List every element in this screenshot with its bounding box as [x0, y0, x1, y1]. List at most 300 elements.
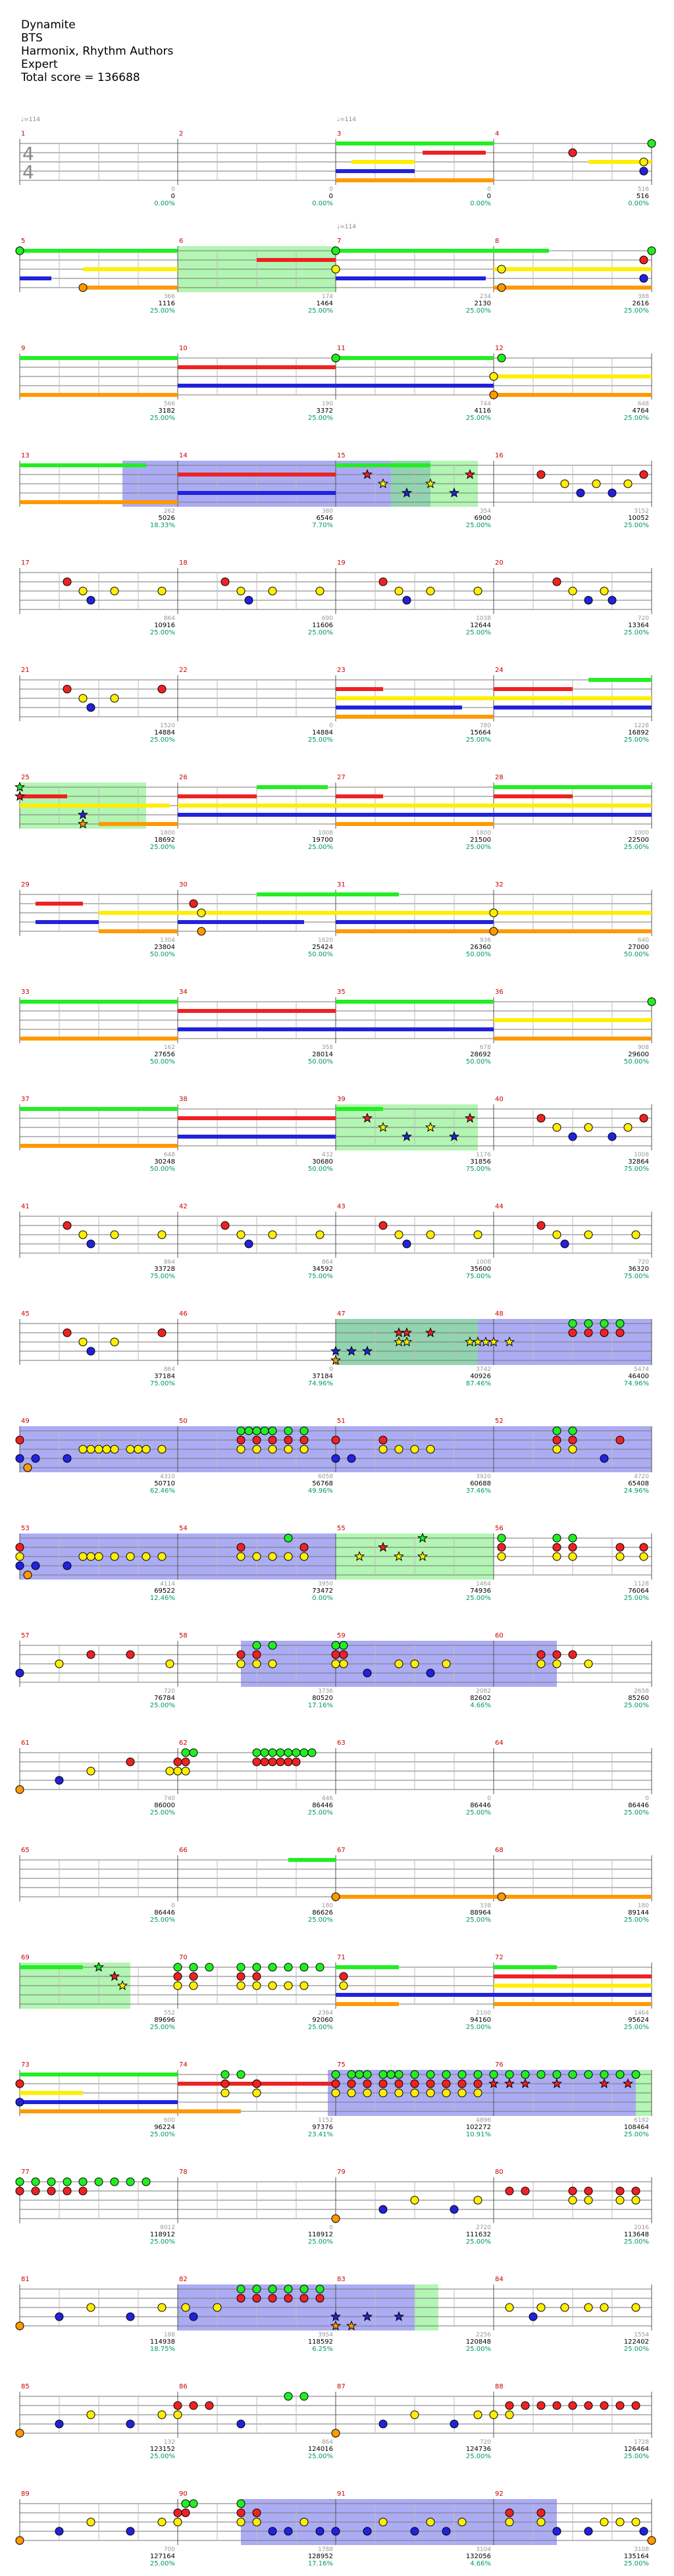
- note-yellow: [87, 2304, 95, 2311]
- note-green: [126, 2178, 134, 2186]
- measure-tick-score: 1800: [476, 830, 491, 837]
- note-red: [569, 2402, 577, 2409]
- measure-score: 126464: [623, 2446, 649, 2453]
- note-green: [340, 1641, 348, 1649]
- sustain-red: [494, 794, 573, 798]
- note-yellow: [95, 1553, 103, 1560]
- note-green: [308, 1749, 316, 1757]
- measure-score: 28692: [470, 1051, 491, 1058]
- note-yellow: [506, 2411, 513, 2419]
- measure-percent: 4.66%: [470, 2560, 491, 2567]
- note-blue: [584, 2527, 592, 2535]
- measure-tick-score: 8012: [160, 2225, 175, 2231]
- note-green: [205, 1963, 213, 1971]
- note-red: [253, 2080, 261, 2088]
- note-yellow: [640, 1553, 648, 1560]
- measure-tick-score: 1464: [634, 2010, 649, 2017]
- measure-tick-score: 3152: [634, 508, 649, 515]
- note-red: [190, 1972, 197, 1980]
- measure-tick-score: 864: [321, 2439, 333, 2446]
- note-red: [182, 2509, 190, 2517]
- measure-tick-score: 358: [321, 1044, 333, 1051]
- note-yellow: [474, 2411, 482, 2419]
- measure-percent: 75.00%: [307, 1273, 333, 1280]
- measure-percent: 75.00%: [465, 1166, 491, 1173]
- note-yellow: [340, 1660, 348, 1668]
- measure-percent: 25.00%: [465, 2453, 491, 2460]
- note-red: [284, 2294, 292, 2302]
- sustain-orange: [99, 929, 178, 933]
- note-yellow: [237, 1553, 245, 1560]
- measure-number: 32: [495, 881, 504, 889]
- note-yellow: [584, 2304, 592, 2311]
- note-yellow: [237, 587, 245, 595]
- measure-number: 23: [337, 667, 346, 674]
- measure-percent: 25.00%: [465, 1595, 491, 1602]
- note-blue: [608, 489, 616, 497]
- measure-percent: 25.00%: [623, 2346, 649, 2353]
- measure-tick-score: 3736: [318, 1688, 333, 1695]
- note-yellow: [537, 2518, 545, 2526]
- sustain-blue: [336, 169, 415, 173]
- note-red: [16, 2080, 24, 2088]
- note-red: [616, 1436, 624, 1444]
- measure-number: 68: [495, 1847, 504, 1854]
- sustain-orange: [494, 1895, 652, 1899]
- note-yellow: [569, 587, 577, 595]
- note-blue: [561, 1240, 569, 1248]
- note-red: [253, 2294, 261, 2302]
- measure-percent: 25.00%: [623, 1595, 649, 1602]
- measure-score: 124736: [465, 2446, 491, 2453]
- note-orange: [79, 284, 87, 292]
- note-blue: [348, 1455, 355, 1462]
- measure-percent: 25.00%: [149, 1809, 175, 1816]
- note-green: [63, 2178, 71, 2186]
- measure-score: 19700: [312, 837, 333, 844]
- sustain-blue: [178, 920, 304, 924]
- note-yellow: [269, 1660, 276, 1668]
- measure-score: 27000: [628, 944, 649, 951]
- note-blue: [427, 1669, 434, 1677]
- note-yellow: [79, 694, 87, 702]
- measure-number: 62: [179, 1739, 188, 1747]
- measure-score: 37184: [154, 1373, 175, 1380]
- note-green: [474, 2071, 482, 2078]
- note-green: [332, 247, 340, 255]
- note-orange: [16, 2322, 24, 2330]
- measure-number: 14: [179, 452, 188, 459]
- note-blue: [87, 1240, 95, 1248]
- note-green: [237, 2071, 245, 2078]
- sustain-blue: [494, 1993, 652, 1997]
- measure-tick-score: 366: [163, 294, 175, 300]
- measure-number: 38: [179, 1096, 188, 1103]
- sustain-green: [336, 892, 399, 896]
- measure-number: 39: [337, 1096, 346, 1103]
- measure-percent: 25.00%: [465, 844, 491, 851]
- measure-number: 69: [21, 1954, 30, 1961]
- measure-number: 25: [21, 774, 30, 781]
- note-red: [63, 1222, 71, 1229]
- measure-tick-score: 188: [163, 2332, 175, 2338]
- measure-score: 16892: [628, 729, 649, 736]
- note-green: [284, 1534, 292, 1542]
- note-red: [253, 1758, 261, 1766]
- measure-score: 13364: [628, 622, 649, 629]
- sustain-green: [588, 678, 652, 682]
- sustain-red: [178, 794, 257, 798]
- note-blue: [569, 1133, 577, 1141]
- measure-number: 43: [337, 1203, 346, 1210]
- measure-score: 6900: [474, 515, 491, 522]
- note-red: [521, 2187, 529, 2195]
- note-green: [16, 2178, 24, 2186]
- note-green: [284, 1427, 292, 1435]
- sustain-orange: [20, 393, 178, 397]
- measure-percent: 25.00%: [465, 1809, 491, 1816]
- measure-tick-score: 1038: [476, 615, 491, 622]
- measure-tick-score: 0: [487, 186, 491, 193]
- measure-score: 94160: [470, 2017, 491, 2024]
- measure-score: 1464: [316, 300, 333, 307]
- note-yellow: [79, 1445, 87, 1453]
- note-green: [569, 1427, 577, 1435]
- sustain-blue: [494, 813, 652, 817]
- measure-percent: 25.00%: [623, 736, 649, 744]
- measure-tick-score: 0: [329, 1366, 333, 1373]
- note-red: [569, 2187, 577, 2195]
- sustain-green: [336, 1000, 494, 1004]
- sustain-blue: [178, 384, 336, 388]
- note-blue: [126, 2420, 134, 2428]
- measure-percent: 25.00%: [465, 415, 491, 422]
- measure-tick-score: 0: [487, 1795, 491, 1802]
- measure-percent: 50.00%: [307, 1166, 333, 1173]
- measure-number: 56: [495, 1525, 504, 1532]
- measure-percent: 25.00%: [149, 307, 175, 315]
- note-blue: [237, 2420, 245, 2428]
- measure-tick-score: 338: [479, 1903, 491, 1909]
- measure-score: 40926: [470, 1373, 491, 1380]
- note-yellow: [395, 587, 403, 595]
- note-red: [174, 2402, 182, 2409]
- note-red: [174, 1972, 182, 1980]
- measure-number: 84: [495, 2276, 504, 2283]
- note-red: [300, 2294, 308, 2302]
- note-red: [640, 1114, 648, 1122]
- measure-score: 2130: [474, 300, 491, 307]
- measure-percent: 25.00%: [623, 307, 649, 315]
- measure-tick-score: 2256: [476, 2332, 491, 2338]
- note-yellow: [474, 587, 482, 595]
- sustain-orange: [83, 286, 178, 290]
- measure-number: 6: [179, 238, 184, 245]
- note-yellow: [111, 587, 118, 595]
- measure-tick-score: 4896: [476, 2117, 491, 2124]
- measure-tick-score: 1128: [634, 1581, 649, 1587]
- note-green: [79, 2178, 87, 2186]
- measure-tick-score: 700: [163, 2546, 175, 2553]
- note-yellow: [348, 2089, 355, 2097]
- note-yellow: [284, 1553, 292, 1560]
- measure-percent: 25.00%: [149, 736, 175, 744]
- sustain-orange: [336, 929, 494, 933]
- measure-number: 63: [337, 1739, 346, 1747]
- note-red: [600, 1329, 608, 1337]
- sustain-orange: [336, 1895, 494, 1899]
- note-yellow: [632, 2518, 640, 2526]
- measure-number: 75: [337, 2061, 346, 2069]
- sustain-green: [20, 356, 178, 360]
- song-total-score: Total score = 136688: [21, 71, 140, 84]
- measure-percent: 25.00%: [465, 2024, 491, 2031]
- note-green: [553, 2071, 561, 2078]
- sustain-orange: [494, 1037, 652, 1041]
- measure-score: 86000: [154, 1802, 175, 1809]
- note-green: [553, 1427, 561, 1435]
- note-red: [506, 2187, 513, 2195]
- measure-score: 30680: [312, 1158, 333, 1166]
- note-red: [292, 1758, 300, 1766]
- sustain-green: [336, 142, 494, 145]
- measure-tick-score: 864: [163, 1259, 175, 1266]
- measure-score: 3182: [158, 407, 175, 415]
- note-yellow: [569, 1553, 577, 1560]
- sustain-orange: [20, 1037, 178, 1041]
- measure-percent: 7.70%: [312, 522, 333, 529]
- measure-score: 36320: [628, 1266, 649, 1273]
- note-blue: [16, 1669, 24, 1677]
- note-yellow: [213, 2304, 221, 2311]
- measure-tick-score: 234: [479, 294, 491, 300]
- measure-percent: 24.96%: [623, 1487, 649, 1495]
- measure-tick-score: 354: [479, 508, 491, 515]
- note-yellow: [253, 1982, 261, 1990]
- measure-number: 88: [495, 2383, 504, 2390]
- note-orange: [648, 2537, 656, 2544]
- sustain-red: [336, 687, 383, 691]
- measure-score: 92060: [312, 2017, 333, 2024]
- note-blue: [87, 596, 95, 604]
- measure-score: 1116: [158, 300, 175, 307]
- note-yellow: [616, 2518, 624, 2526]
- measure-score: 123152: [149, 2446, 175, 2453]
- note-yellow: [158, 2411, 166, 2419]
- measure-percent: 50.00%: [149, 1166, 175, 1173]
- measure-tick-score: 6192: [634, 2117, 649, 2124]
- measure-score: 14884: [154, 729, 175, 736]
- note-red: [182, 1758, 190, 1766]
- sustain-yellow: [351, 160, 415, 164]
- measure-tick-score: 600: [163, 2117, 175, 2124]
- measure-number: 46: [179, 1310, 188, 1318]
- measure-score: 32864: [628, 1158, 649, 1166]
- note-yellow: [553, 1553, 561, 1560]
- sustain-blue: [336, 1027, 494, 1031]
- note-blue: [640, 167, 648, 175]
- note-yellow: [55, 1660, 63, 1668]
- note-red: [427, 2080, 434, 2088]
- note-red: [569, 1329, 577, 1337]
- note-red: [537, 2509, 545, 2517]
- sustain-green: [20, 249, 178, 253]
- sustain-green: [20, 2073, 178, 2076]
- note-yellow: [111, 1338, 118, 1346]
- measure-tick-score: 3954: [318, 2332, 333, 2338]
- note-red: [640, 1543, 648, 1551]
- sustain-yellow: [494, 1018, 652, 1022]
- note-yellow: [600, 2304, 608, 2311]
- note-yellow: [269, 1553, 276, 1560]
- measure-number: 51: [337, 1418, 346, 1425]
- note-blue: [553, 2527, 561, 2535]
- note-blue: [16, 2098, 24, 2106]
- note-yellow: [300, 1982, 308, 1990]
- measure-score: 113648: [623, 2231, 649, 2238]
- note-red: [269, 1758, 276, 1766]
- note-red: [506, 2509, 513, 2517]
- note-red: [63, 2187, 71, 2195]
- note-red: [616, 2187, 624, 2195]
- measure-percent: 25.00%: [307, 844, 333, 851]
- note-green: [537, 2071, 545, 2078]
- note-red: [253, 1436, 261, 1444]
- note-yellow: [632, 2196, 640, 2204]
- note-blue: [126, 2313, 134, 2321]
- measure-tick-score: 1800: [160, 830, 175, 837]
- note-yellow: [126, 1445, 134, 1453]
- sustain-orange: [20, 1144, 178, 1148]
- note-blue: [403, 1240, 411, 1248]
- measure-number: 85: [21, 2383, 30, 2390]
- note-green: [269, 1749, 276, 1757]
- measure-tick-score: 3108: [634, 2546, 649, 2553]
- measure-score: 37184: [312, 1373, 333, 1380]
- measure-percent: 25.00%: [307, 2024, 333, 2031]
- note-red: [63, 578, 71, 586]
- note-green: [395, 2071, 403, 2078]
- measure-tick-score: 446: [321, 1795, 333, 1802]
- note-yellow: [166, 1660, 174, 1668]
- note-red: [395, 2080, 403, 2088]
- sustain-blue: [20, 276, 51, 280]
- note-red: [616, 1329, 624, 1337]
- measure-score: 22500: [628, 837, 649, 844]
- measure-percent: 75.00%: [465, 1273, 491, 1280]
- measure-percent: 25.00%: [149, 2131, 175, 2138]
- measure-score: 114938: [149, 2338, 175, 2346]
- note-blue: [190, 2313, 197, 2321]
- measure-percent: 75.00%: [623, 1273, 649, 1280]
- sustain-yellow: [336, 911, 494, 915]
- measure-number: 26: [179, 774, 188, 781]
- note-yellow: [624, 1123, 632, 1131]
- measure-number: 16: [495, 452, 504, 459]
- sustain-red: [178, 1009, 336, 1013]
- measure-percent: 50.00%: [307, 1058, 333, 1066]
- measure-tick-score: 1464: [476, 1581, 491, 1587]
- note-blue: [600, 1455, 608, 1462]
- note-green: [458, 2071, 466, 2078]
- note-yellow: [182, 2304, 190, 2311]
- note-red: [253, 2509, 261, 2517]
- note-green: [253, 1641, 261, 1649]
- sustain-yellow: [494, 267, 652, 271]
- note-blue: [529, 2313, 537, 2321]
- measure-score: 86626: [312, 1909, 333, 1917]
- measure-number: 76: [495, 2061, 504, 2069]
- measure-score: 4764: [632, 407, 649, 415]
- measure-percent: 74.96%: [307, 1380, 333, 1387]
- measure-percent: 62.46%: [149, 1487, 175, 1495]
- measure-tick-score: 552: [163, 2010, 175, 2017]
- note-green: [284, 2392, 292, 2400]
- note-red: [237, 2294, 245, 2302]
- sustain-green: [336, 356, 494, 360]
- note-yellow: [253, 2089, 261, 2097]
- measure-tick-score: 388: [637, 294, 649, 300]
- measure-number: 86: [179, 2383, 188, 2390]
- measure-tick-score: 1304: [160, 937, 175, 944]
- measure-score: 102272: [465, 2124, 491, 2131]
- measure-percent: 25.00%: [149, 415, 175, 422]
- note-yellow: [158, 2518, 166, 2526]
- note-blue: [55, 1776, 63, 1784]
- measure-percent: 50.00%: [149, 1058, 175, 1066]
- note-green: [363, 2071, 371, 2078]
- sustain-green: [494, 249, 549, 253]
- note-yellow: [616, 1553, 624, 1560]
- tempo-mark: ♩=114: [21, 116, 40, 123]
- measure-number: 45: [21, 1310, 30, 1318]
- note-yellow: [395, 1445, 403, 1453]
- measure-number: 37: [21, 1096, 30, 1103]
- measure-percent: 25.00%: [465, 2238, 491, 2246]
- song-difficulty: Expert: [21, 58, 58, 71]
- note-yellow: [253, 2518, 261, 2526]
- note-green: [442, 2071, 450, 2078]
- measure-tick-score: 566: [163, 401, 175, 407]
- sustain-green: [336, 249, 494, 253]
- note-blue: [640, 2527, 648, 2535]
- note-yellow: [537, 2304, 545, 2311]
- sustain-green: [20, 1107, 178, 1111]
- measure-number: 11: [337, 345, 346, 352]
- measure-score: 85260: [628, 1695, 649, 1702]
- measure-number: 50: [179, 1418, 188, 1425]
- sustain-green: [257, 785, 328, 789]
- note-yellow: [111, 1231, 118, 1239]
- note-green: [498, 354, 506, 362]
- note-green: [237, 1963, 245, 1971]
- measure-tick-score: 190: [321, 401, 333, 407]
- note-green: [47, 2178, 55, 2186]
- note-orange: [332, 2429, 340, 2437]
- sustain-blue: [336, 813, 494, 817]
- note-yellow: [395, 1660, 403, 1668]
- note-green: [95, 2178, 103, 2186]
- measure-percent: 25.00%: [623, 2131, 649, 2138]
- measure-tick-score: 780: [479, 723, 491, 729]
- note-green: [616, 1320, 624, 1327]
- sustain-red: [336, 794, 383, 798]
- note-blue: [32, 1562, 39, 1570]
- note-blue: [63, 1455, 71, 1462]
- note-yellow: [158, 1553, 166, 1560]
- measure-number: 4: [495, 130, 500, 138]
- note-red: [79, 2187, 87, 2195]
